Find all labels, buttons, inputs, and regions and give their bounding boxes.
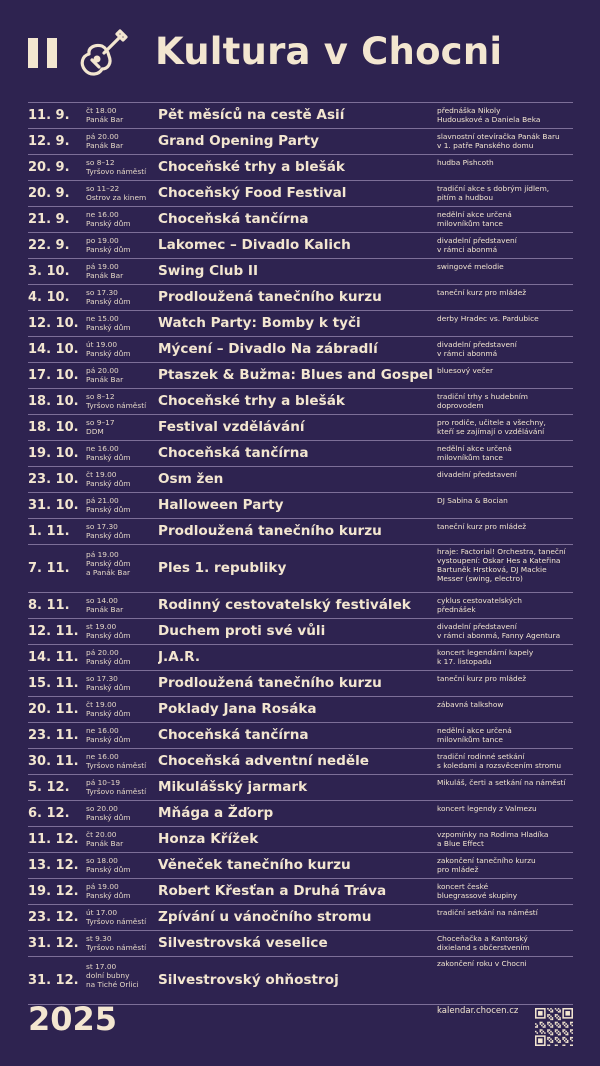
event-description bbox=[437, 155, 573, 180]
event-description bbox=[437, 671, 573, 696]
event-row bbox=[28, 284, 573, 310]
event-time-venue-line: DDM bbox=[86, 427, 104, 436]
event-time-venue bbox=[86, 363, 158, 388]
event-description-line: koncert české bbox=[437, 882, 489, 891]
event-date: 19. 12. bbox=[28, 884, 79, 899]
event-description-line: v rámci abonmá, Fanny Agentura bbox=[437, 631, 561, 640]
event-list bbox=[28, 102, 573, 1005]
event-description-line: Messer (swing, electro) bbox=[437, 574, 523, 583]
event-description bbox=[437, 467, 573, 492]
event-time-venue-line: Panák Bar bbox=[86, 375, 124, 384]
event-description-line: tradiční akce s dobrým jídlem, bbox=[437, 184, 550, 193]
event-time-venue-line: pá 10–19 bbox=[86, 778, 121, 787]
event-time-venue-line: pá 19.00 bbox=[86, 550, 119, 559]
event-time-venue bbox=[86, 931, 158, 956]
event-date: 12. 9. bbox=[28, 134, 70, 149]
event-time-venue bbox=[86, 775, 158, 800]
event-time-venue-line: pá 20.00 bbox=[86, 648, 119, 657]
event-description bbox=[437, 723, 573, 748]
event-time-venue-line: Panský dům bbox=[86, 735, 131, 744]
event-title: Mňága a Žďorp bbox=[158, 805, 274, 821]
event-title: Silvestrovský ohňostroj bbox=[158, 972, 339, 988]
event-title: Zpívání u vánočního stromu bbox=[158, 909, 372, 925]
event-time-venue-line: Panák Bar bbox=[86, 605, 124, 614]
event-time-venue-line: so 17.30 bbox=[86, 522, 118, 531]
event-row bbox=[28, 670, 573, 696]
event-description-line: přednáška Nikoly bbox=[437, 106, 501, 115]
event-time-venue-line: Ostrov za kinem bbox=[86, 193, 147, 202]
event-description-line: kteří se zajímají o vzdělávání bbox=[437, 427, 545, 436]
event-time-venue bbox=[86, 957, 158, 1004]
event-description-line: hudba Pishcoth bbox=[437, 158, 494, 167]
event-time-venue-line: pá 20.00 bbox=[86, 366, 119, 375]
event-row bbox=[28, 878, 573, 904]
event-time-venue-line: Panský dům bbox=[86, 453, 131, 462]
event-time-venue-line: Panský dům bbox=[86, 657, 131, 666]
event-title: Lakomec – Divadlo Kalich bbox=[158, 237, 351, 253]
event-description-line: v rámci abonmá bbox=[437, 245, 498, 254]
event-description bbox=[437, 259, 573, 284]
event-description-line: divadelní představení bbox=[437, 622, 517, 631]
event-date: 11. 9. bbox=[28, 108, 70, 123]
event-date: 17. 10. bbox=[28, 368, 79, 383]
event-time-venue-line: pá 20.00 bbox=[86, 132, 119, 141]
event-time-venue bbox=[86, 723, 158, 748]
event-time-venue-line: Panský dům bbox=[86, 531, 131, 540]
event-description-line: pro rodiče, učitele a všechny, bbox=[437, 418, 546, 427]
event-description bbox=[437, 957, 573, 1004]
event-date: 31. 12. bbox=[28, 973, 79, 988]
event-description-line: koncert legendy z Valmezu bbox=[437, 804, 537, 813]
event-time-venue-line: so 8–12 bbox=[86, 158, 115, 167]
event-time-venue bbox=[86, 311, 158, 336]
event-date: 31. 12. bbox=[28, 936, 79, 951]
guitar-icon bbox=[76, 26, 130, 82]
event-row bbox=[28, 102, 573, 128]
event-date: 13. 12. bbox=[28, 858, 79, 873]
event-time-venue bbox=[86, 233, 158, 258]
event-time-venue bbox=[86, 519, 158, 544]
event-title: Choceňská tančírna bbox=[158, 727, 309, 743]
event-time-venue-line: Tyršovo náměstí bbox=[86, 167, 147, 176]
event-description bbox=[437, 853, 573, 878]
event-time-venue bbox=[86, 853, 158, 878]
event-description bbox=[437, 311, 573, 336]
event-time-venue-line: so 11–22 bbox=[86, 184, 120, 193]
event-title: Festival vzdělávání bbox=[158, 419, 305, 435]
event-row bbox=[28, 388, 573, 414]
event-date: 6. 12. bbox=[28, 806, 70, 821]
event-description-line: Bartuněk Hrstková, DJ Mackie bbox=[437, 565, 547, 574]
event-time-venue bbox=[86, 389, 158, 414]
event-description-line: cyklus cestovatelských bbox=[437, 596, 522, 605]
event-date: 18. 10. bbox=[28, 420, 79, 435]
event-description-line: v 1. patře Panského domu bbox=[437, 141, 534, 150]
event-description-line: bluesový večer bbox=[437, 366, 494, 375]
event-description-line: koncert legendární kapely bbox=[437, 648, 534, 657]
event-time-venue bbox=[86, 259, 158, 284]
event-description-line: pro mládež bbox=[437, 865, 479, 874]
header bbox=[28, 24, 588, 88]
event-time-venue-line: čt 19.00 bbox=[86, 700, 117, 709]
event-title: Ples 1. republiky bbox=[158, 560, 287, 576]
event-description-line: přednášek bbox=[437, 605, 476, 614]
event-time-venue bbox=[86, 441, 158, 466]
event-time-venue-line: Panský dům bbox=[86, 709, 131, 718]
event-title: Silvestrovská veselice bbox=[158, 935, 328, 951]
event-time-venue-line: pá 19.00 bbox=[86, 262, 119, 271]
event-time-venue bbox=[86, 103, 158, 128]
event-time-venue bbox=[86, 415, 158, 440]
event-title: Swing Club II bbox=[158, 263, 259, 279]
event-time-venue bbox=[86, 879, 158, 904]
event-title: Choceňská tančírna bbox=[158, 445, 309, 461]
event-time-venue-line: Panský dům bbox=[86, 245, 131, 254]
year-label: 2025 bbox=[28, 1000, 118, 1038]
event-description bbox=[437, 827, 573, 852]
event-time-venue-line: Panák Bar bbox=[86, 271, 124, 280]
event-description-line: s koledami a rozsvěcením stromu bbox=[437, 761, 562, 770]
event-row bbox=[28, 826, 573, 852]
event-time-venue-line: po 19.00 bbox=[86, 236, 119, 245]
event-description-line: divadelní představení bbox=[437, 470, 517, 479]
qr-code-icon[interactable] bbox=[535, 1008, 573, 1046]
event-description-line: milovníkům tance bbox=[437, 735, 503, 744]
event-description-line: bluegrassové skupiny bbox=[437, 891, 518, 900]
event-row bbox=[28, 852, 573, 878]
event-time-venue-line: dolní bubny bbox=[86, 971, 130, 980]
event-title: Prodloužená tanečního kurzu bbox=[158, 289, 382, 305]
event-row bbox=[28, 414, 573, 440]
event-time-venue-line: so 20.00 bbox=[86, 804, 118, 813]
event-time-venue bbox=[86, 671, 158, 696]
event-time-venue-line: Panský dům bbox=[86, 865, 131, 874]
event-description-line: hraje: Factorial! Orchestra, taneční bbox=[437, 547, 566, 556]
event-row bbox=[28, 440, 573, 466]
event-time-venue-line: Panský dům bbox=[86, 559, 131, 568]
event-time-venue-line: so 8–12 bbox=[86, 392, 115, 401]
event-row bbox=[28, 774, 573, 800]
event-description bbox=[437, 931, 573, 956]
event-description bbox=[437, 749, 573, 774]
event-description bbox=[437, 905, 573, 930]
event-time-venue bbox=[86, 801, 158, 826]
event-row bbox=[28, 644, 573, 670]
event-description-line: nedělní akce určená bbox=[437, 210, 512, 219]
event-time-venue bbox=[86, 285, 158, 310]
event-time-venue-line: st 17.00 bbox=[86, 962, 117, 971]
event-time-venue-line: na Tiché Orlici bbox=[86, 980, 139, 989]
event-description bbox=[437, 545, 573, 592]
event-row bbox=[28, 748, 573, 774]
event-time-venue-line: so 14.00 bbox=[86, 596, 118, 605]
event-description-line: divadelní představení bbox=[437, 340, 517, 349]
event-description-line: divadelní představení bbox=[437, 236, 517, 245]
event-time-venue-line: čt 19.00 bbox=[86, 470, 117, 479]
event-title: Honza Křížek bbox=[158, 831, 259, 847]
event-time-venue-line: so 18.00 bbox=[86, 856, 118, 865]
event-time-venue bbox=[86, 129, 158, 154]
event-date: 20. 9. bbox=[28, 160, 70, 175]
event-description bbox=[437, 181, 573, 206]
event-row bbox=[28, 904, 573, 930]
event-title: Osm žen bbox=[158, 471, 224, 487]
event-description bbox=[437, 363, 573, 388]
event-time-venue-line: ne 16.00 bbox=[86, 444, 119, 453]
event-time-venue-line: Panský dům bbox=[86, 297, 131, 306]
event-description-line: derby Hradec vs. Pardubice bbox=[437, 314, 539, 323]
event-time-venue-line: Panský dům bbox=[86, 891, 131, 900]
event-date: 21. 9. bbox=[28, 212, 70, 227]
event-description bbox=[437, 415, 573, 440]
event-description bbox=[437, 775, 573, 800]
event-title: Mýcení – Divadlo Na zábradlí bbox=[158, 341, 378, 357]
event-date: 23. 10. bbox=[28, 472, 79, 487]
event-row bbox=[28, 592, 573, 618]
event-time-venue-line: ne 16.00 bbox=[86, 726, 119, 735]
event-title: J.A.R. bbox=[158, 649, 201, 665]
event-date: 30. 11. bbox=[28, 754, 79, 769]
event-time-venue-line: čt 18.00 bbox=[86, 106, 117, 115]
event-title: Grand Opening Party bbox=[158, 133, 319, 149]
event-description-line: Hudouskové a Daniela Beka bbox=[437, 115, 541, 124]
event-title: Choceňský Food Festival bbox=[158, 185, 347, 201]
page-title: Kultura v Chocni bbox=[155, 30, 503, 73]
event-time-venue-line: pá 19.00 bbox=[86, 882, 119, 891]
event-title: Halloween Party bbox=[158, 497, 284, 513]
event-time-venue-line: pá 21.00 bbox=[86, 496, 119, 505]
event-time-venue-line: út 17.00 bbox=[86, 908, 118, 917]
event-description-line: k 17. listopadu bbox=[437, 657, 492, 666]
event-time-venue-line: so 17.30 bbox=[86, 674, 118, 683]
event-time-venue-line: ne 15.00 bbox=[86, 314, 119, 323]
website-link[interactable]: kalendar.chocen.cz bbox=[437, 1006, 519, 1016]
event-date: 12. 11. bbox=[28, 624, 79, 639]
event-description-line: taneční kurz pro mládež bbox=[437, 288, 527, 297]
event-row bbox=[28, 722, 573, 748]
event-description-line: zakončení roku v Chocni bbox=[437, 959, 527, 968]
event-row bbox=[28, 492, 573, 518]
event-date: 20. 11. bbox=[28, 702, 79, 717]
event-description bbox=[437, 593, 573, 618]
event-time-venue bbox=[86, 207, 158, 232]
event-time-venue-line: Panský dům bbox=[86, 631, 131, 640]
event-row bbox=[28, 154, 573, 180]
event-title: Ptaszek & Bužma: Blues and Gospel bbox=[158, 367, 433, 383]
event-description-line: Choceňačka a Kantorský bbox=[437, 934, 528, 943]
event-time-venue-line: Tyršovo náměstí bbox=[86, 943, 147, 952]
event-time-venue-line: Tyršovo náměstí bbox=[86, 917, 147, 926]
event-description-line: doprovodem bbox=[437, 401, 484, 410]
event-title: Robert Křesťan a Druhá Tráva bbox=[158, 883, 387, 899]
event-time-venue-line: Panský dům bbox=[86, 479, 131, 488]
event-time-venue bbox=[86, 697, 158, 722]
event-time-venue-line: so 9–17 bbox=[86, 418, 115, 427]
event-date: 3. 10. bbox=[28, 264, 70, 279]
event-time-venue bbox=[86, 749, 158, 774]
event-description-line: pitím a hudbou bbox=[437, 193, 494, 202]
event-time-venue-line: Panský dům bbox=[86, 683, 131, 692]
event-date: 20. 9. bbox=[28, 186, 70, 201]
event-description-line: zábavná talkshow bbox=[437, 700, 504, 709]
event-time-venue-line: út 19.00 bbox=[86, 340, 118, 349]
event-description-line: taneční kurz pro mládež bbox=[437, 522, 527, 531]
event-description bbox=[437, 233, 573, 258]
event-row bbox=[28, 518, 573, 544]
event-date: 12. 10. bbox=[28, 316, 79, 331]
event-time-venue bbox=[86, 467, 158, 492]
event-date: 18. 10. bbox=[28, 394, 79, 409]
event-date: 23. 11. bbox=[28, 728, 79, 743]
event-description bbox=[437, 103, 573, 128]
event-description-line: milovníkům tance bbox=[437, 219, 503, 228]
event-description bbox=[437, 493, 573, 518]
event-time-venue bbox=[86, 181, 158, 206]
event-date: 5. 12. bbox=[28, 780, 70, 795]
event-time-venue-line: st 19.00 bbox=[86, 622, 117, 631]
event-row bbox=[28, 232, 573, 258]
event-description-line: vzpomínky na Rodima Hladíka bbox=[437, 830, 549, 839]
event-row bbox=[28, 696, 573, 722]
event-time-venue bbox=[86, 593, 158, 618]
event-row bbox=[28, 800, 573, 826]
event-description-line: dixieland s občerstvením bbox=[437, 943, 530, 952]
event-title: Pět měsíců na cestě Asií bbox=[158, 107, 345, 123]
event-title: Prodloužená tanečního kurzu bbox=[158, 523, 382, 539]
event-time-venue-line: čt 20.00 bbox=[86, 830, 117, 839]
event-time-venue bbox=[86, 619, 158, 644]
event-time-venue-line: Panský dům bbox=[86, 219, 131, 228]
event-description-line: Mikuláš, čerti a setkání na náměstí bbox=[437, 778, 566, 787]
event-date: 4. 10. bbox=[28, 290, 70, 305]
event-time-venue-line: so 17.30 bbox=[86, 288, 118, 297]
event-time-venue bbox=[86, 155, 158, 180]
event-description-line: zakončení tanečního kurzu bbox=[437, 856, 536, 865]
event-time-venue bbox=[86, 645, 158, 670]
event-description bbox=[437, 697, 573, 722]
event-date: 14. 11. bbox=[28, 650, 79, 665]
event-title: Rodinný cestovatelský festiválek bbox=[158, 597, 411, 613]
event-time-venue-line: Tyršovo náměstí bbox=[86, 761, 147, 770]
event-title: Choceňská tančírna bbox=[158, 211, 309, 227]
event-date: 15. 11. bbox=[28, 676, 79, 691]
event-description-line: tradiční rodinné setkání bbox=[437, 752, 525, 761]
event-description-line: a Blue Effect bbox=[437, 839, 484, 848]
event-row bbox=[28, 310, 573, 336]
event-date: 11. 12. bbox=[28, 832, 79, 847]
event-description-line: nedělní akce určená bbox=[437, 444, 512, 453]
event-time-venue bbox=[86, 493, 158, 518]
event-date: 23. 12. bbox=[28, 910, 79, 925]
event-title: Watch Party: Bomby k tyči bbox=[158, 315, 361, 331]
event-row bbox=[28, 956, 573, 1004]
event-description-line: nedělní akce určená bbox=[437, 726, 512, 735]
event-description bbox=[437, 645, 573, 670]
event-description-line: tradiční setkání na náměstí bbox=[437, 908, 538, 917]
event-title: Poklady Jana Rosáka bbox=[158, 701, 317, 717]
event-time-venue bbox=[86, 905, 158, 930]
event-description bbox=[437, 207, 573, 232]
event-time-venue-line: Tyršovo náměstí bbox=[86, 401, 147, 410]
event-row bbox=[28, 544, 573, 592]
event-time-venue-line: Panák Bar bbox=[86, 115, 124, 124]
event-description-line: tradiční trhy s hudebním bbox=[437, 392, 529, 401]
event-title: Duchem proti své vůli bbox=[158, 623, 326, 639]
event-description-line: milovníkům tance bbox=[437, 453, 503, 462]
event-date: 8. 11. bbox=[28, 598, 70, 613]
event-description bbox=[437, 441, 573, 466]
event-time-venue-line: Panák Bar bbox=[86, 141, 124, 150]
event-description-line: v rámci abonmá bbox=[437, 349, 498, 358]
event-row bbox=[28, 466, 573, 492]
event-row bbox=[28, 336, 573, 362]
event-time-venue-line: st 9.30 bbox=[86, 934, 112, 943]
event-description bbox=[437, 129, 573, 154]
event-row bbox=[28, 258, 573, 284]
event-row bbox=[28, 180, 573, 206]
event-time-venue-line: Panský dům bbox=[86, 813, 131, 822]
event-description-line: vystoupení: Oskar Hes a Kateřina bbox=[437, 556, 561, 565]
event-date: 22. 9. bbox=[28, 238, 70, 253]
event-time-venue bbox=[86, 337, 158, 362]
event-description bbox=[437, 519, 573, 544]
event-date: 14. 10. bbox=[28, 342, 79, 357]
event-time-venue-line: Panský dům bbox=[86, 505, 131, 514]
event-title: Choceňská adventní neděle bbox=[158, 753, 369, 769]
pause-icon bbox=[28, 38, 60, 68]
event-description bbox=[437, 619, 573, 644]
event-row bbox=[28, 618, 573, 644]
event-time-venue-line: Panský dům bbox=[86, 323, 131, 332]
event-description bbox=[437, 801, 573, 826]
event-time-venue-line: ne 16.00 bbox=[86, 752, 119, 761]
event-title: Choceňské trhy a blešák bbox=[158, 393, 345, 409]
event-description-line: slavnostní otevíračka Panák Baru bbox=[437, 132, 560, 141]
event-time-venue-line: a Panák Bar bbox=[86, 568, 131, 577]
event-title: Mikulášský jarmark bbox=[158, 779, 308, 795]
event-time-venue bbox=[86, 545, 158, 592]
event-description bbox=[437, 285, 573, 310]
event-description bbox=[437, 879, 573, 904]
event-date: 19. 10. bbox=[28, 446, 79, 461]
event-title: Věneček tanečního kurzu bbox=[158, 857, 351, 873]
event-row bbox=[28, 128, 573, 154]
event-date: 31. 10. bbox=[28, 498, 79, 513]
event-time-venue bbox=[86, 827, 158, 852]
event-description bbox=[437, 337, 573, 362]
event-title: Choceňské trhy a blešák bbox=[158, 159, 345, 175]
event-time-venue-line: Panský dům bbox=[86, 349, 131, 358]
event-date: 7. 11. bbox=[28, 561, 70, 576]
event-title: Prodloužená tanečního kurzu bbox=[158, 675, 382, 691]
event-row bbox=[28, 930, 573, 956]
event-description-line: taneční kurz pro mládež bbox=[437, 674, 527, 683]
event-description-line: swingové melodie bbox=[437, 262, 504, 271]
event-time-venue-line: Panák Bar bbox=[86, 839, 124, 848]
event-description-line: DJ Sabina & Bocian bbox=[437, 496, 508, 505]
event-description bbox=[437, 389, 573, 414]
event-row bbox=[28, 362, 573, 388]
event-time-venue-line: ne 16.00 bbox=[86, 210, 119, 219]
event-row bbox=[28, 206, 573, 232]
event-time-venue-line: Tyršovo náměstí bbox=[86, 787, 147, 796]
event-date: 1. 11. bbox=[28, 524, 70, 539]
